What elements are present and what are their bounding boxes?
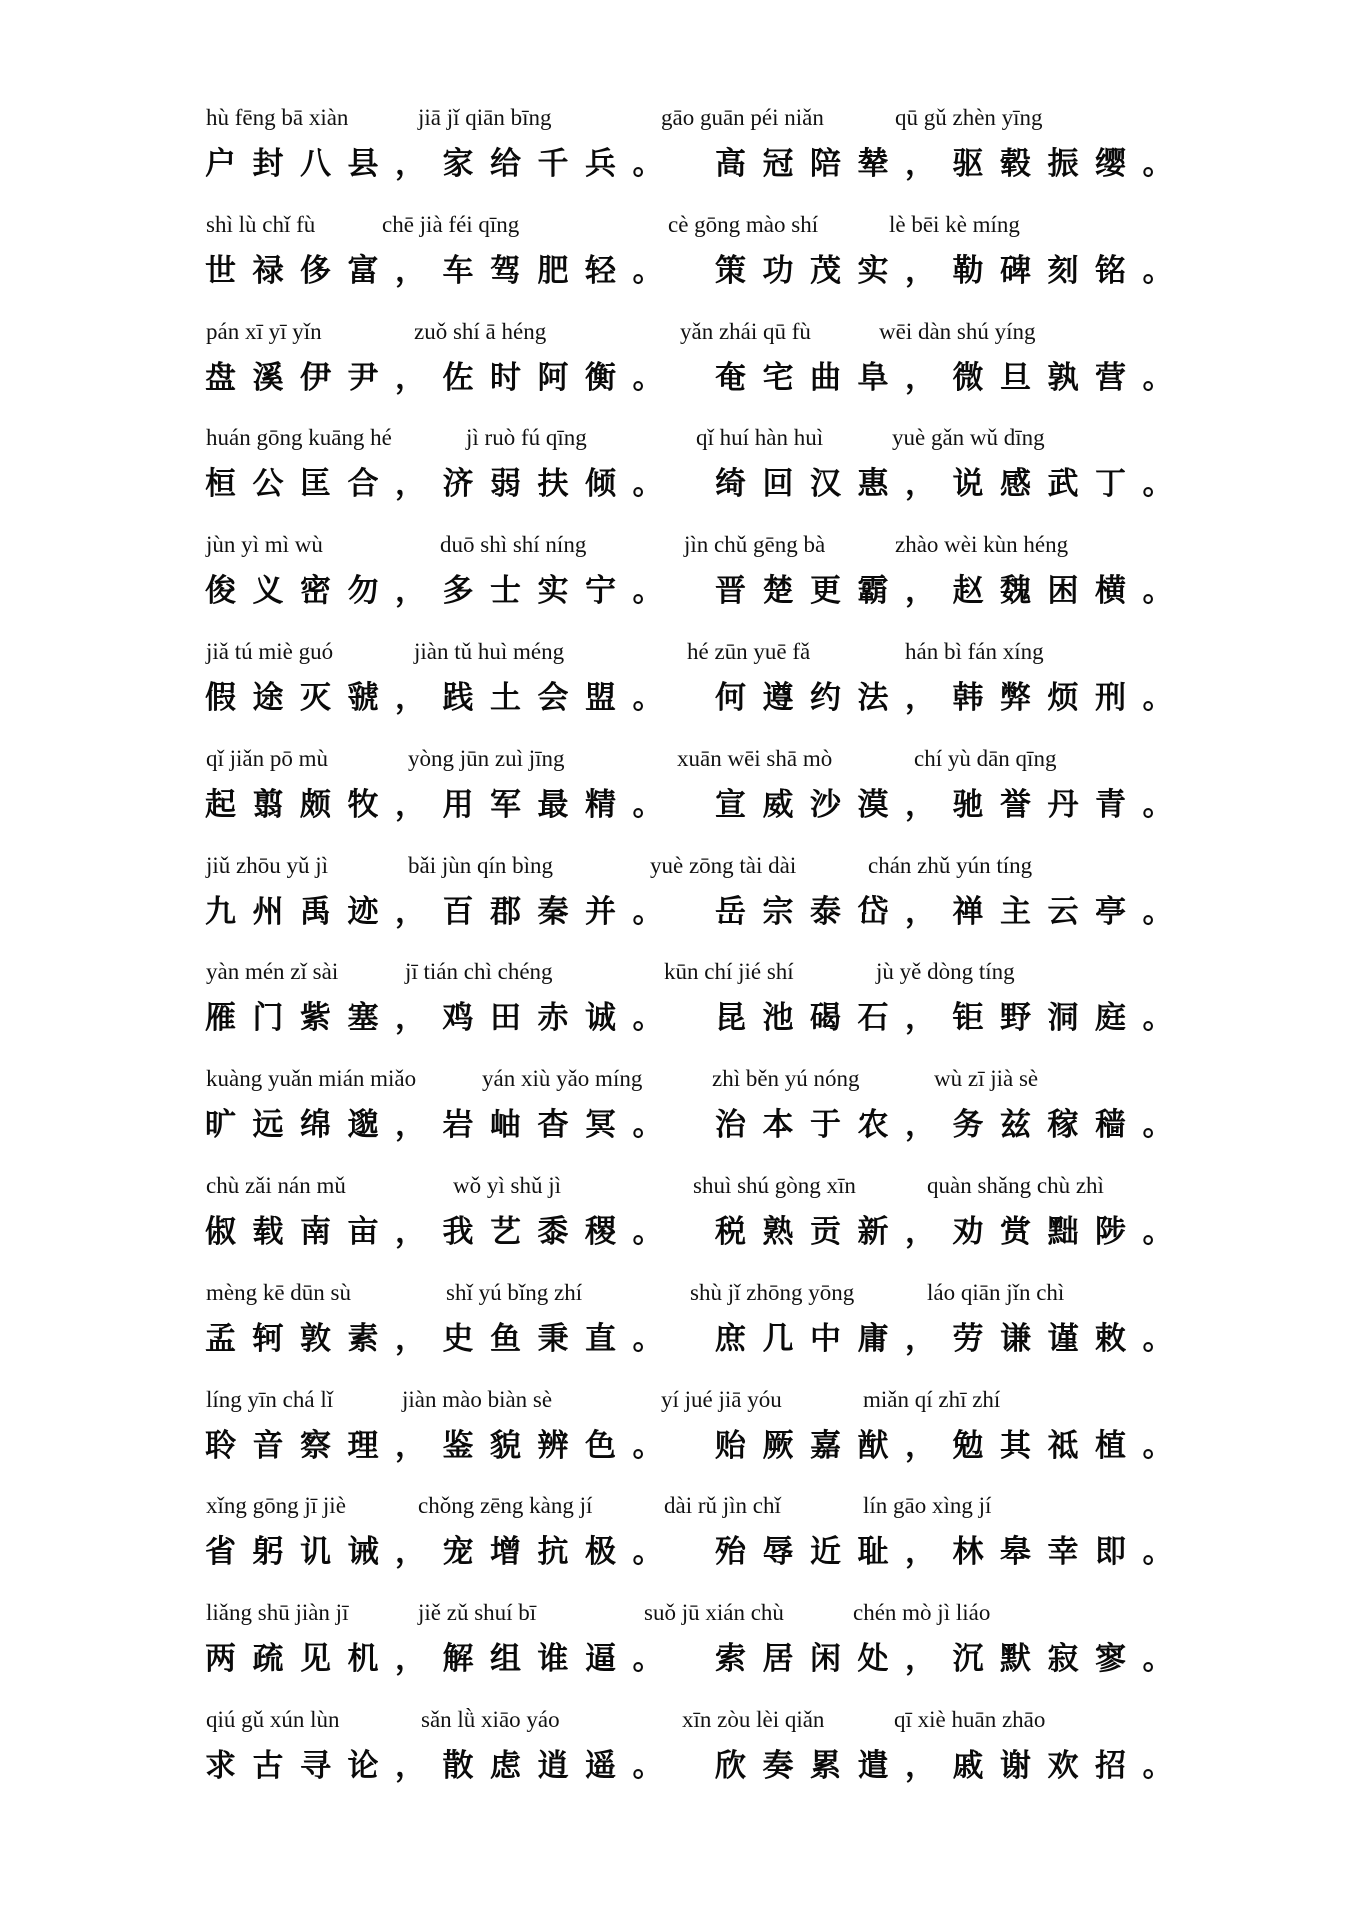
pinyin-group: jiǎ tú miè guó bbox=[206, 639, 334, 664]
hanzi-phrase-left: 俶载南亩，我艺黍稷。 bbox=[205, 1214, 680, 1250]
pinyin-group: bǎi jùn qín bìng bbox=[408, 852, 554, 878]
hanzi-phrase-left: 求古寻论，散虑逍遥。 bbox=[205, 1748, 680, 1784]
hanzi-phrase-right: 奄宅曲阜，微旦孰营。 bbox=[715, 359, 1190, 396]
hanzi-phrase-right: 贻厥嘉猷，勉其祗植。 bbox=[715, 1427, 1190, 1464]
pinyin-group: shǐ yú bǐng zhí bbox=[446, 1279, 583, 1305]
pinyin-group: dài rǔ jìn chǐ bbox=[664, 1493, 781, 1519]
pinyin-group: jiàn tǔ huì méng bbox=[414, 639, 565, 664]
pinyin-group: jiě zǔ shuí bī bbox=[418, 1600, 537, 1626]
verse-row bbox=[0, 318, 1362, 425]
pinyin-group: duō shì shí níng bbox=[440, 532, 587, 558]
pinyin-group: shì lù chǐ fù bbox=[206, 211, 316, 237]
verse-row bbox=[0, 1386, 1362, 1493]
pinyin-group: xīn zòu lèi qiǎn bbox=[682, 1707, 825, 1732]
verse-row bbox=[0, 1279, 1362, 1386]
hanzi-phrase-left: 世禄侈富，车驾肥轻。 bbox=[205, 252, 680, 289]
pinyin-group: líng yīn chá lǐ bbox=[206, 1386, 334, 1412]
hanzi-phrase-right: 晋楚更霸，赵魏困横。 bbox=[715, 573, 1190, 610]
pinyin-group: jùn yì mì wù bbox=[206, 532, 323, 558]
hanzi-phrase-right: 庶几中庸，劳谦谨敕。 bbox=[715, 1320, 1190, 1357]
pinyin-group: chí yù dān qīng bbox=[914, 745, 1057, 771]
pinyin-group: hù fēng bā xiàn bbox=[206, 105, 349, 130]
pinyin-group: quàn shǎng chù zhì bbox=[927, 1173, 1104, 1198]
hanzi-phrase-right: 欣奏累遣，戚谢欢招。 bbox=[715, 1748, 1190, 1784]
hanzi-phrase-right: 殆辱近耻，林皋幸即。 bbox=[715, 1534, 1190, 1571]
pinyin-group: jù yě dòng tíng bbox=[876, 959, 1015, 985]
hanzi-phrase-right: 索居闲处，沉默寂寥。 bbox=[715, 1641, 1190, 1678]
hanzi-phrase-left: 两疏见机，解组谁逼。 bbox=[205, 1641, 680, 1678]
verse-row bbox=[0, 852, 1362, 959]
hanzi-phrase-left: 省躬讥诫，宠增抗极。 bbox=[205, 1534, 680, 1571]
hanzi-phrase-left: 桓公匡合，济弱扶倾。 bbox=[205, 466, 680, 503]
pinyin-group: qǐ jiǎn pō mù bbox=[206, 745, 329, 771]
pinyin-group: liǎng shū jiàn jī bbox=[206, 1600, 349, 1626]
pinyin-group: chù zǎi nán mǔ bbox=[206, 1173, 346, 1198]
pinyin-group: yí jué jiā yóu bbox=[661, 1386, 782, 1412]
verse-row bbox=[0, 1599, 1362, 1706]
pinyin-group: wēi dàn shú yíng bbox=[879, 318, 1036, 344]
pinyin-group: lè bēi kè míng bbox=[889, 211, 1020, 237]
hanzi-phrase-right: 治本于农，务兹稼穑。 bbox=[715, 1107, 1190, 1144]
pinyin-group: yòng jūn zuì jīng bbox=[408, 745, 565, 771]
pinyin-group: jiàn mào biàn sè bbox=[402, 1386, 553, 1412]
pinyin-group: sǎn lǜ xiāo yáo bbox=[421, 1707, 560, 1732]
hanzi-phrase-left: 旷远绵邈，岩岫杳冥。 bbox=[205, 1107, 680, 1144]
pinyin-group: hán bì fán xíng bbox=[905, 639, 1044, 664]
hanzi-phrase-right: 税熟贡新，劝赏黜陟。 bbox=[715, 1214, 1190, 1250]
pinyin-group: yán xiù yǎo míng bbox=[482, 1066, 643, 1092]
pinyin-group: chán zhǔ yún tíng bbox=[868, 852, 1033, 878]
pinyin-group: jiā jǐ qiān bīng bbox=[418, 105, 552, 130]
pinyin-group: hé zūn yuē fǎ bbox=[687, 639, 811, 664]
pinyin-group: yàn mén zǐ sài bbox=[206, 959, 339, 985]
verse-row bbox=[0, 1172, 1362, 1279]
pinyin-group: qū gǔ zhèn yīng bbox=[895, 105, 1043, 130]
pinyin-group: jìn chǔ gēng bà bbox=[684, 532, 826, 558]
hanzi-phrase-right: 绮回汉惠，说感武丁。 bbox=[715, 466, 1190, 503]
verse-row bbox=[0, 531, 1362, 638]
pinyin-group: zuǒ shí ā héng bbox=[414, 318, 547, 344]
pinyin-group: jī tián chì chéng bbox=[405, 959, 553, 985]
verse-row bbox=[0, 958, 1362, 1065]
hanzi-phrase-left: 起翦颇牧，用军最精。 bbox=[205, 786, 680, 823]
hanzi-phrase-right: 宣威沙漠，驰誉丹青。 bbox=[715, 786, 1190, 823]
pinyin-group: cè gōng mào shí bbox=[668, 211, 819, 237]
pinyin-group: xǐng gōng jī jiè bbox=[206, 1493, 346, 1519]
pinyin-group: qī xiè huān zhāo bbox=[894, 1707, 1046, 1732]
pinyin-group: suǒ jū xián chù bbox=[644, 1600, 784, 1626]
pinyin-group: pán xī yī yǐn bbox=[206, 318, 322, 344]
pinyin-group: zhào wèi kùn héng bbox=[895, 532, 1069, 558]
verse-row bbox=[0, 638, 1362, 745]
verse-row bbox=[0, 211, 1362, 318]
verse-row bbox=[0, 424, 1362, 531]
pinyin-group: yuè zōng tài dài bbox=[650, 852, 797, 878]
verse-row bbox=[0, 104, 1362, 211]
pinyin-group: wù zī jià sè bbox=[934, 1066, 1039, 1092]
pinyin-group: zhì běn yú nóng bbox=[712, 1066, 860, 1092]
hanzi-phrase-left: 俊义密勿，多士实宁。 bbox=[205, 573, 680, 610]
hanzi-phrase-right: 岳宗泰岱，禅主云亭。 bbox=[715, 893, 1190, 930]
pinyin-group: miǎn qí zhī zhí bbox=[863, 1386, 1001, 1412]
hanzi-phrase-left: 户封八县，家给千兵。 bbox=[205, 146, 680, 182]
verse-row bbox=[0, 1065, 1362, 1172]
hanzi-phrase-right: 何遵约法，韩弊烦刑。 bbox=[715, 680, 1190, 716]
pinyin-group: láo qiān jǐn chì bbox=[927, 1279, 1065, 1305]
pinyin-group: qǐ huí hàn huì bbox=[696, 425, 824, 451]
pinyin-group: gāo guān péi niǎn bbox=[661, 105, 824, 130]
pinyin-group: xuān wēi shā mò bbox=[677, 745, 833, 771]
verse-row bbox=[0, 745, 1362, 852]
hanzi-phrase-left: 盘溪伊尹，佐时阿衡。 bbox=[205, 359, 680, 396]
pinyin-group: jì ruò fú qīng bbox=[466, 425, 587, 451]
pinyin-group: chē jià féi qīng bbox=[382, 211, 520, 237]
hanzi-phrase-right: 高冠陪辇，驱毂振缨。 bbox=[715, 146, 1190, 182]
hanzi-phrase-right: 昆池碣石，钜野洞庭。 bbox=[715, 1000, 1190, 1037]
hanzi-phrase-left: 孟轲敦素，史鱼秉直。 bbox=[205, 1320, 680, 1357]
pinyin-group: yǎn zhái qū fù bbox=[680, 318, 811, 344]
pinyin-group: kūn chí jié shí bbox=[664, 959, 794, 985]
pinyin-group: chǒng zēng kàng jí bbox=[418, 1493, 593, 1519]
pinyin-group: chén mò jì liáo bbox=[853, 1600, 991, 1626]
hanzi-phrase-left: 假途灭虢，践土会盟。 bbox=[205, 680, 680, 716]
pinyin-group: shuì shú gòng xīn bbox=[693, 1173, 856, 1198]
pinyin-group: shù jǐ zhōng yōng bbox=[690, 1279, 855, 1305]
pinyin-group: yuè gǎn wǔ dīng bbox=[892, 425, 1045, 451]
pinyin-group: mèng kē dūn sù bbox=[206, 1279, 352, 1305]
hanzi-phrase-right: 策功茂实，勒碑刻铭。 bbox=[715, 252, 1190, 289]
hanzi-phrase-left: 九州禹迹，百郡秦并。 bbox=[205, 893, 680, 930]
hanzi-phrase-left: 聆音察理，鉴貌辨色。 bbox=[205, 1427, 680, 1464]
pinyin-group: kuàng yuǎn mián miǎo bbox=[206, 1066, 417, 1092]
hanzi-phrase-left: 雁门紫塞，鸡田赤诚。 bbox=[205, 1000, 680, 1037]
pinyin-group: lín gāo xìng jí bbox=[863, 1493, 992, 1519]
pinyin-group: jiǔ zhōu yǔ jì bbox=[206, 852, 329, 878]
verse-row bbox=[0, 1492, 1362, 1599]
verse-row bbox=[0, 1706, 1362, 1813]
pinyin-group: wǒ yì shǔ jì bbox=[453, 1173, 561, 1198]
pinyin-group: qiú gǔ xún lùn bbox=[206, 1707, 340, 1732]
pinyin-group: huán gōng kuāng hé bbox=[206, 425, 392, 451]
